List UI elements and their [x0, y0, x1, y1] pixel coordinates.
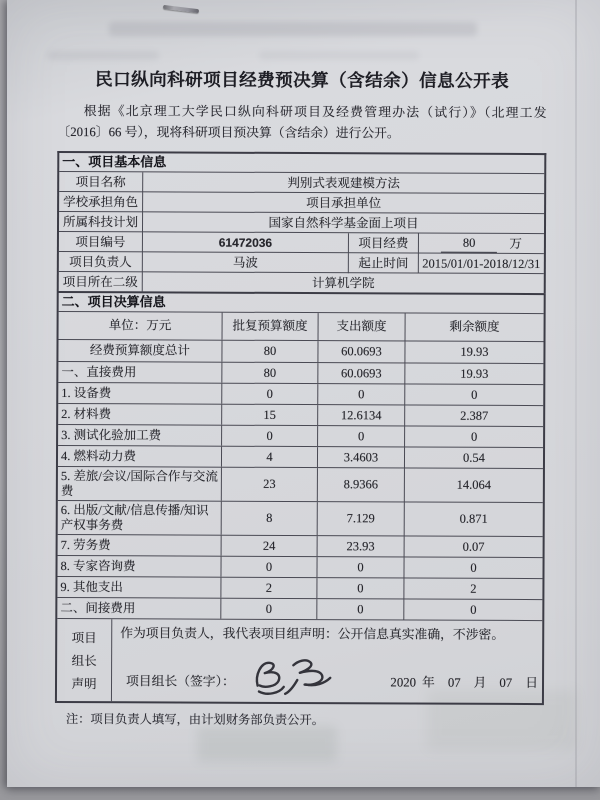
budget-row-label: 2. 材料费 — [58, 404, 222, 425]
table-row — [59, 211, 544, 233]
form-content — [55, 0, 547, 729]
table-row — [59, 251, 544, 273]
table-row — [58, 339, 543, 363]
budget-spent: 3.4603 — [318, 447, 405, 467]
date-month-suffix: 月 — [473, 675, 487, 690]
date-month: 07 — [447, 675, 461, 690]
budget-remaining: 0.54 — [463, 450, 485, 465]
budget-remaining: 19.93 — [460, 344, 489, 359]
table-row — [58, 445, 543, 468]
column-header-remaining: 剩余额度 — [449, 319, 500, 334]
table-row — [58, 424, 543, 447]
page-fold-line — [575, 0, 577, 787]
budget-remaining: 0 — [470, 602, 477, 617]
budget-row-label: 经费预算额度总计 — [58, 340, 222, 362]
budget-approved: 0 — [222, 426, 318, 446]
budget-approved: 8 — [222, 502, 318, 535]
budget-row-label: 一、直接费用 — [58, 362, 222, 383]
budget-approved: 2 — [221, 578, 317, 598]
funding-amount: 80 — [441, 235, 498, 252]
budget-spent: 0 — [317, 578, 404, 598]
declaration-body — [112, 619, 542, 703]
field-value-period: 2015/01/01-2018/12/31 — [422, 256, 541, 271]
document-title: 民口纵向科研项目经费预决算（含结余）信息公开表 — [95, 69, 510, 91]
section-heading-budget: 二、项目决算信息 — [61, 293, 166, 310]
budget-remaining: 0.871 — [459, 511, 488, 526]
budget-row-label: 4. 燃料动力费 — [58, 446, 222, 467]
budget-spent: 0 — [318, 384, 405, 404]
table-row — [59, 171, 544, 193]
declaration-side-line: 声明 — [71, 677, 97, 692]
field-label-funding: 项目经费 — [349, 233, 419, 253]
budget-header-row — [59, 311, 544, 341]
budget-remaining: 0 — [470, 560, 477, 575]
budget-spent: 8.9366 — [318, 468, 405, 501]
table-row — [58, 466, 543, 502]
column-header-unit: 单位：万元 — [59, 312, 223, 340]
field-label-school-role: 学校承担角色 — [59, 192, 143, 212]
budget-row-label: 1. 设备费 — [58, 383, 222, 404]
table-row — [58, 500, 543, 536]
column-header-approved: 批复预算额度 — [223, 313, 319, 340]
declaration-side-line: 组长 — [71, 654, 97, 669]
budget-remaining: 0.07 — [462, 539, 485, 554]
budget-approved: 0 — [221, 557, 317, 577]
date-year-suffix: 年 — [422, 675, 435, 690]
table-row — [58, 361, 543, 384]
budget-approved: 15 — [222, 405, 318, 425]
budget-row-label: 二、间接费用 — [57, 598, 221, 619]
budget-spent: 0 — [317, 557, 404, 577]
field-value-pi: 马波 — [143, 252, 349, 273]
footnote: 注：项目负责人填写，由计划财务部负责公开。 — [65, 711, 325, 728]
date-year: 2020 — [390, 675, 417, 690]
table-row — [58, 534, 543, 557]
field-value-program: 国家自然科学基金面上项目 — [268, 215, 419, 231]
budget-approved: 4 — [222, 447, 318, 467]
funding-unit: 万 — [509, 236, 522, 251]
date-day: 07 — [499, 675, 513, 690]
bleed-through-smudge — [197, 726, 337, 762]
budget-row-label: 9. 其他支出 — [57, 577, 221, 598]
budget-spent: 12.6134 — [318, 405, 405, 425]
field-value-department: 计算机学院 — [311, 275, 375, 290]
paper-sheet — [7, 0, 600, 787]
field-label-period: 起止时间 — [349, 253, 419, 273]
budget-spent: 0 — [318, 426, 405, 446]
budget-spent: 60.0693 — [318, 341, 405, 362]
budget-approved: 24 — [222, 536, 318, 556]
budget-remaining: 0 — [471, 387, 478, 402]
budget-remaining: 19.93 — [460, 366, 489, 381]
declaration-date — [390, 671, 538, 691]
table-row — [59, 191, 544, 213]
budget-spent: 0 — [317, 599, 404, 619]
budget-spent: 60.0693 — [318, 363, 405, 383]
budget-remaining: 2.387 — [460, 408, 489, 423]
field-value-school-role: 项目承担单位 — [306, 195, 382, 210]
field-label-department: 项目所在二级 — [59, 272, 143, 292]
declaration-side-line: 项目 — [71, 631, 97, 646]
budget-approved: 80 — [222, 363, 318, 383]
table-row — [57, 597, 542, 620]
table-row — [57, 555, 542, 578]
budget-table — [55, 291, 546, 705]
table-row — [58, 382, 543, 405]
budget-row-label: 7. 劳务费 — [58, 535, 222, 556]
budget-approved: 0 — [221, 599, 317, 619]
budget-spent: 23.93 — [318, 536, 405, 556]
budget-remaining: 0 — [470, 429, 478, 444]
budget-approved: 80 — [222, 341, 318, 362]
intro-paragraph: 根据《北京理工大学民口纵向科研项目及经费管理办法（试行）》（北理工发〔2016〕66 号），现将科研项目预决算（含结余）进行公开。 — [57, 104, 547, 141]
field-value-funding — [419, 234, 544, 255]
table-row — [59, 271, 544, 293]
budget-spent: 7.129 — [318, 502, 405, 535]
budget-row-label: 6. 出版/文献/信息传播/知识产权事务费 — [58, 501, 222, 535]
field-value-project-name: 判别式表观建模方法 — [287, 175, 400, 190]
date-day-suffix: 日 — [525, 675, 539, 691]
field-label-project-no: 项目编号 — [59, 232, 143, 252]
table-row — [57, 576, 542, 599]
section-heading-basic-info: 一、项目基本信息 — [62, 153, 167, 170]
declaration-side-label — [57, 619, 112, 701]
signature-label: 项目组长（签字）： — [125, 674, 235, 689]
budget-approved: 0 — [222, 384, 318, 404]
budget-remaining: 14.064 — [456, 477, 492, 492]
column-header-spent: 支出额度 — [319, 313, 406, 340]
budget-remaining: 2 — [470, 581, 477, 596]
handwritten-signature — [247, 654, 347, 698]
table-row — [59, 231, 544, 253]
basic-info-table — [57, 151, 547, 293]
budget-approved: 23 — [222, 468, 318, 501]
field-label-program: 所属科技计划 — [59, 212, 143, 232]
field-label-project-name: 项目名称 — [59, 172, 143, 192]
budget-row-label: 5. 差旅/会议/国际合作与交流费 — [58, 467, 222, 501]
field-value-project-no: 61472036 — [143, 232, 349, 253]
table-row — [58, 403, 543, 426]
declaration-block — [57, 618, 542, 703]
field-label-pi: 项目负责人 — [59, 252, 143, 272]
budget-row-label: 3. 测试化验加工费 — [58, 425, 222, 446]
budget-row-label: 8. 专家咨询费 — [57, 556, 221, 577]
declaration-statement: 作为项目负责人，我代表项目组声明：公开信息真实准确，不涉密。 — [120, 626, 505, 642]
